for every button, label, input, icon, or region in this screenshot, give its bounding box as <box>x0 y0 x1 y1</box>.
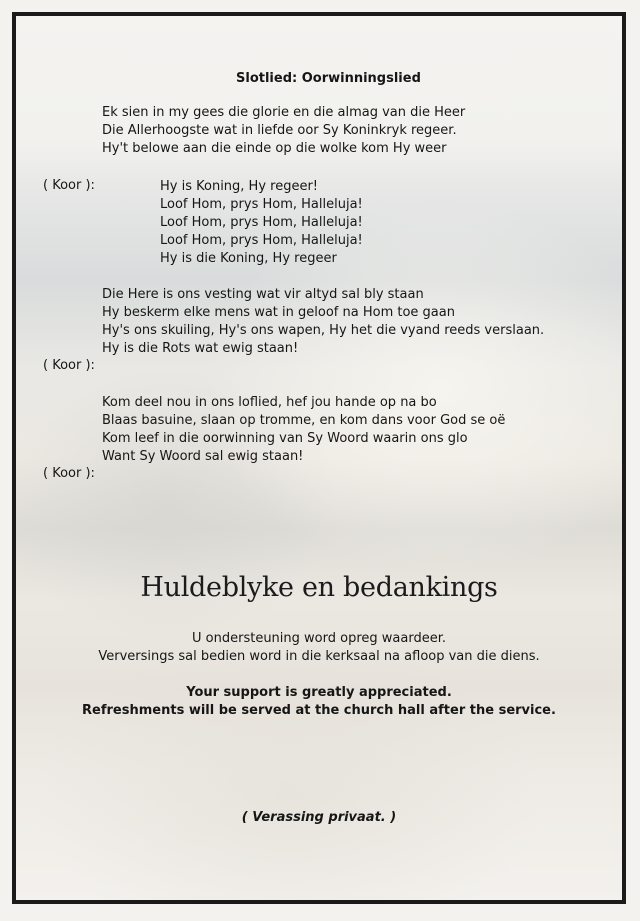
verse-line: Hy's ons skuiling, Hy's ons wapen, Hy het die vyand reeds verslaan. <box>102 323 545 338</box>
verse-line: Die Here is ons vesting wat vir altyd sal bly staan <box>102 287 424 302</box>
verse-line: Ek sien in my gees die glorie en die almag van die Heer <box>102 105 466 120</box>
chorus-line: Loof Hom, prys Hom, Halleluja! <box>160 233 363 248</box>
verse-line: Hy is die Rots wat ewig staan! <box>102 341 299 356</box>
page-frame <box>12 12 626 904</box>
chorus-line: Loof Hom, prys Hom, Halleluja! <box>160 197 363 212</box>
verse-line: Want Sy Woord sal ewig staan! <box>102 449 304 464</box>
verse-1 <box>102 104 465 158</box>
verse-line: Hy beskerm elke mens wat in geloof na Hom toe gaan <box>102 305 455 320</box>
private-cremation-note: ( Verassing privaat. ) <box>241 810 397 825</box>
tributes-heading: Huldeblyke en bedankings <box>140 572 498 603</box>
thanks-line: Your support is greatly appreciated. <box>186 685 452 700</box>
thanks-line: U ondersteuning word opreg waardeer. <box>192 631 446 646</box>
hymn-title: Slotlied: Oorwinningslied <box>236 71 421 86</box>
koor-label: ( Koor ): <box>43 466 95 481</box>
verse-line: Hy't belowe aan die einde op die wolke kom Hy weer <box>102 141 447 156</box>
verse-2 <box>102 286 544 358</box>
chorus <box>160 178 363 268</box>
thanks-afrikaans <box>16 630 622 666</box>
koor-label: ( Koor ): <box>43 178 95 193</box>
chorus-line: Hy is die Koning, Hy regeer <box>160 251 337 266</box>
verse-line: Kom deel nou in ons loflied, hef jou hande op na bo <box>102 395 437 410</box>
verse-line: Die Allerhoogste wat in liefde oor Sy Koninkryk regeer. <box>102 123 457 138</box>
verse-3 <box>102 394 505 466</box>
chorus-line: Loof Hom, prys Hom, Halleluja! <box>160 215 363 230</box>
koor-label: ( Koor ): <box>43 358 95 373</box>
thanks-english <box>16 684 622 720</box>
thanks-line: Refreshments will be served at the church hall after the service. <box>82 703 556 718</box>
thanks-line: Verversings sal bedien word in die kerksaal na afloop van die diens. <box>98 649 540 664</box>
chorus-line: Hy is Koning, Hy regeer! <box>160 179 319 194</box>
verse-line: Kom leef in die oorwinning van Sy Woord waarin ons glo <box>102 431 468 446</box>
verse-line: Blaas basuine, slaan op tromme, en kom dans voor God se oë <box>102 413 506 428</box>
